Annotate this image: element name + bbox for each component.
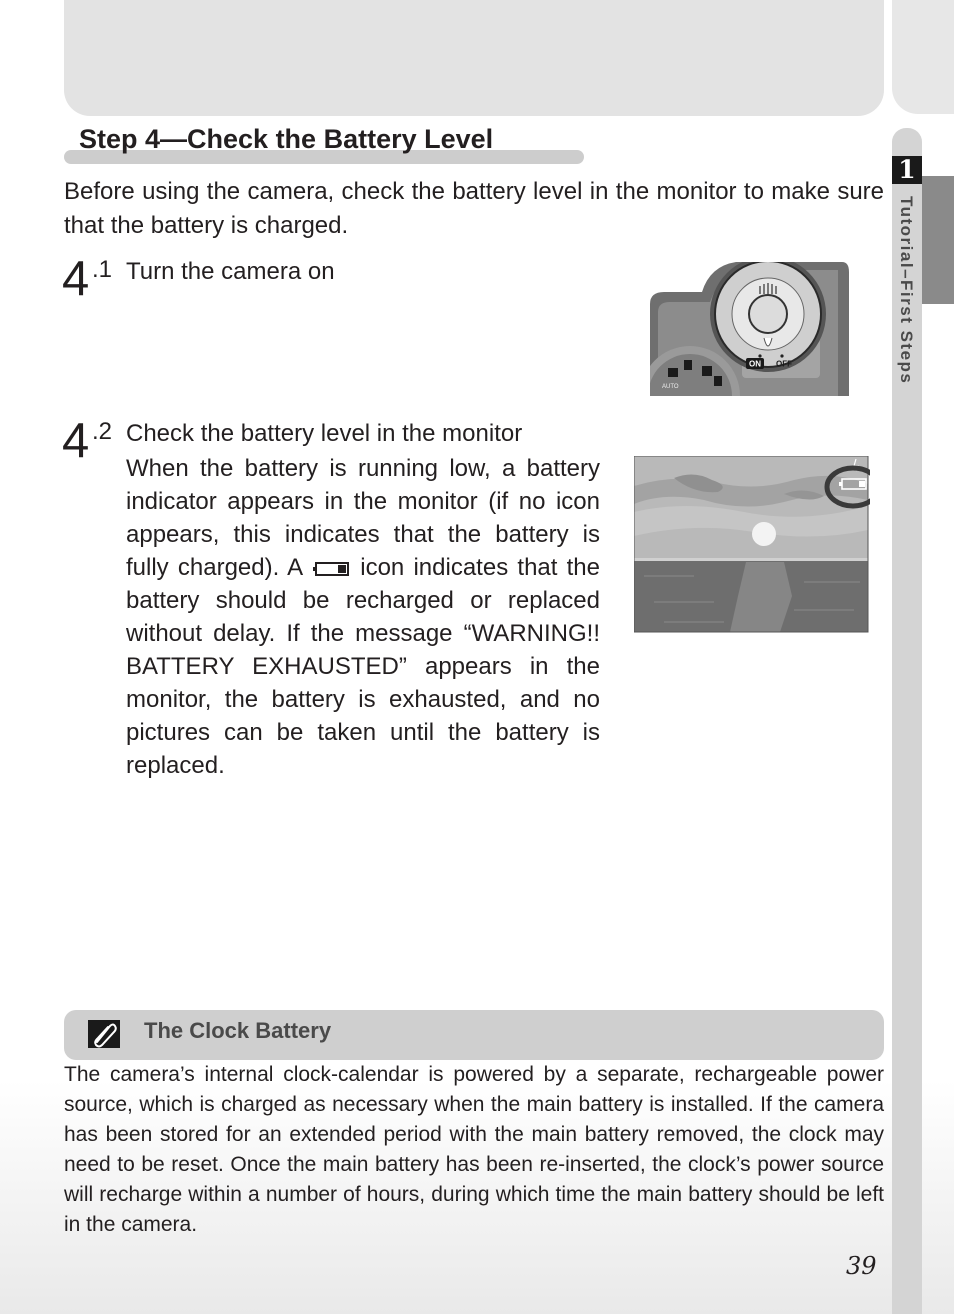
chapter-number: 1 — [892, 156, 922, 184]
page-number: 39 — [846, 1252, 877, 1280]
step-subnumber: .1 — [92, 256, 113, 283]
note-body: The camera’s internal clock-calendar is powered by a separate, rechargeable power source, which is charged as necessary when the main battery is installed. If the camera has been stored for an extended period with the main battery removed, the clock may need to be reset. Once the main battery has been re-inserted, the clock’s power source will recharge within a number of hours, during which time the main battery should be left in the camera. — [64, 1063, 884, 1236]
note-title: The Clock Battery — [144, 1018, 332, 1043]
page-title: Step 4—Check the Battery Level — [79, 124, 494, 154]
paperclip-icon — [88, 1020, 120, 1048]
camera-power-switch-illustration — [650, 262, 850, 396]
mode-dial-label: AUTO — [662, 384, 679, 390]
monitor-battery-illustration — [634, 456, 870, 634]
step-description-part: icon indicates that the battery should be recharged or replaced without delay. If the message “WARNING!! BATTERY EXHAUSTED” appears in the monitor, the battery is exhausted, and no pictures can be taken until the battery is replaced. — [126, 554, 600, 779]
step-number: 4 — [62, 252, 90, 306]
low-battery-icon — [313, 562, 349, 576]
step-heading: Check the battery level in the monitor — [126, 420, 523, 447]
step-number: 4 — [62, 414, 90, 468]
chapter-thumb-tab — [922, 176, 954, 304]
intro-paragraph: Before using the camera, check the battery level in the monitor to make sure that the battery is charged. — [64, 178, 884, 239]
chapter-label: Tutorial–First Steps — [897, 196, 916, 385]
step-description — [126, 452, 600, 782]
power-off-label: OFF — [776, 359, 792, 369]
step-subnumber: .2 — [92, 418, 113, 445]
header-band — [64, 0, 884, 116]
step-description-part: When the battery is running low, a battery indicator appears in the monitor (if no icon appears, this indicates that the battery is fully charged). A — [126, 455, 600, 581]
step-heading: Turn the camera on — [126, 258, 335, 285]
header-tab — [892, 0, 954, 114]
power-on-label: ON — [749, 359, 761, 369]
